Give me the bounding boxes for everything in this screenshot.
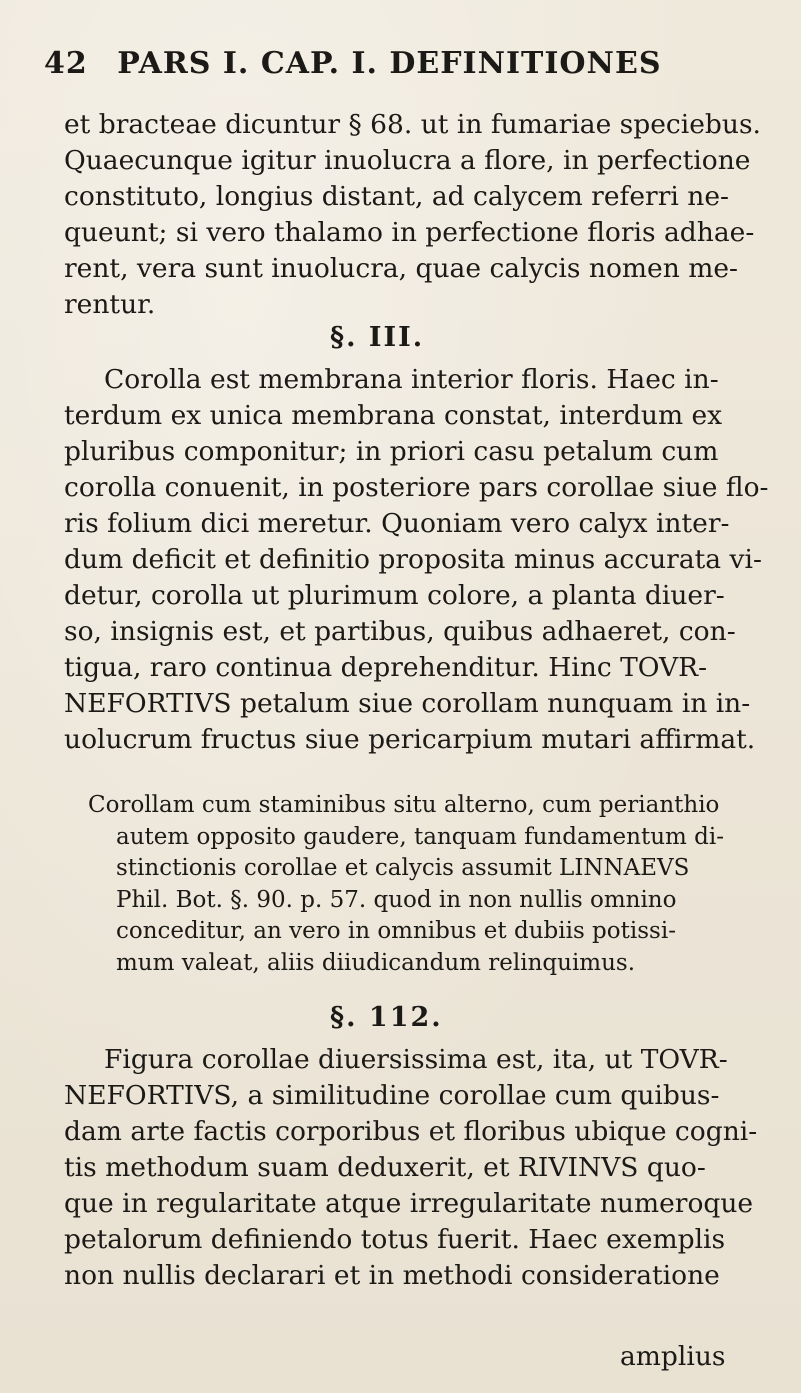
note-line: stinctionis corollae et calycis assumit LINNAEVS <box>116 855 690 881</box>
note-line: autem opposito gaudere, tanquam fundamentum di- <box>116 823 724 850</box>
text-line: que in regularitate atque irregularitate numeroque <box>64 1188 754 1219</box>
text-line: detur, corolla ut plurimum colore, a planta diuer- <box>64 580 725 611</box>
text-line: petalorum definiendo totus fuerit. Haec exemplis <box>64 1224 726 1255</box>
text-line: dam arte factis corporibus et floribus ubique cogni- <box>64 1116 758 1147</box>
paragraph-bracteae <box>64 107 761 323</box>
note-line: Phil. Bot. §. 90. p. 57. quod in non nullis omnino <box>116 886 677 913</box>
text-line: non nullis declarari et in methodi consideratione <box>64 1260 720 1291</box>
text-line: NEFORTIVS petalum siue corollam nunquam in in- <box>64 688 751 719</box>
text-line: dum deficit et definitio proposita minus accurata vi- <box>64 544 762 575</box>
text-line: tigua, raro continua deprehenditur. Hinc TOVR- <box>64 652 708 683</box>
text-line: terdum ex unica membrana constat, interdum ex <box>64 400 723 431</box>
text-line: pluribus componitur; in priori casu petalum cum <box>64 436 719 467</box>
text-line: rentur. <box>64 289 156 320</box>
text-line: so, insignis est, et partibus, quibus adhaeret, con- <box>64 616 736 647</box>
paragraph-corolla <box>64 362 769 758</box>
section-heading-112: §. 112. <box>330 1002 443 1033</box>
text-line: Quaecunque igitur inuolucra a flore, in perfectione <box>64 145 751 176</box>
text-line: uolucrum fructus siue pericarpium mutari affirmat. <box>64 724 756 755</box>
text-line: NEFORTIVS, a similitudine corollae cum quibus- <box>64 1080 720 1111</box>
text-line: queunt; si vero thalamo in perfectione floris adhae- <box>64 217 755 248</box>
running-head <box>44 46 784 81</box>
text-line: corolla conuenit, in posteriore pars corollae siue flo- <box>64 472 769 503</box>
paragraph-figura <box>64 1042 758 1294</box>
text-line: Corolla est membrana interior floris. Haec in- <box>104 364 719 395</box>
text-line: et bracteae dicuntur § 68. ut in fumariae speciebus. <box>64 109 761 140</box>
note-line: Corollam cum staminibus situ alterno, cum perianthio <box>88 792 720 818</box>
catchword: amplius <box>620 1341 726 1372</box>
text-line: constituto, longius distant, ad calycem referri ne- <box>64 181 729 212</box>
running-title: PARS I. CAP. I. DEFINITIONES <box>117 46 662 81</box>
section-heading-111: §. III. <box>330 322 425 353</box>
page-number: 42 <box>44 46 88 81</box>
text-line: Figura corollae diuersissima est, ita, ut TOVR- <box>104 1044 728 1075</box>
note-linnaeus <box>88 790 756 979</box>
note-line: conceditur, an vero in omnibus et dubiis potissi- <box>116 918 676 944</box>
text-line: ris folium dici meretur. Quoniam vero calyx inter- <box>64 508 730 539</box>
note-line: mum valeat, aliis diiudicandum relinquimus. <box>116 949 636 976</box>
text-line: rent, vera sunt inuolucra, quae calycis nomen me- <box>64 253 738 284</box>
text-line: tis methodum suam deduxerit, et RIVINVS quo- <box>64 1152 706 1183</box>
